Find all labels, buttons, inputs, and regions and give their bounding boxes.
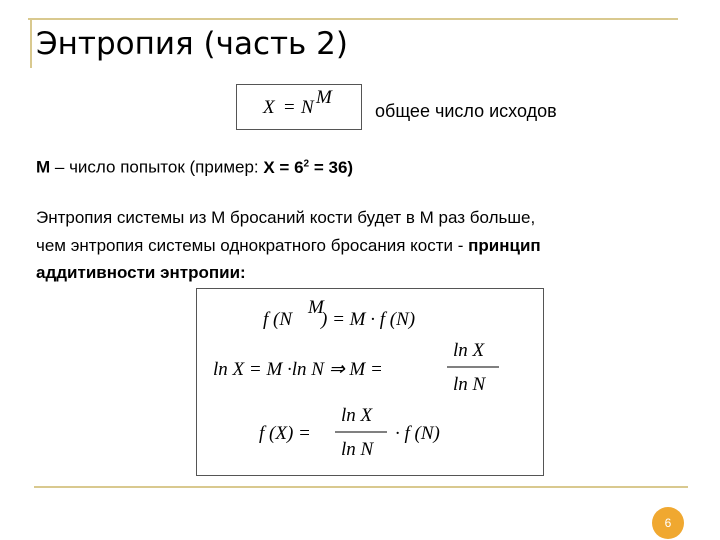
trials-example	[263, 158, 353, 177]
total-outcomes-formula-svg	[237, 85, 361, 129]
additivity-principle-part1: принцип	[468, 236, 541, 255]
left-rule	[30, 18, 32, 68]
row1-lhs: f (N	[263, 309, 293, 330]
row2-numerator: ln X	[453, 340, 485, 361]
slide-title: Энтропия (часть 2)	[36, 26, 348, 62]
row3-numerator: ln X	[341, 405, 373, 426]
row2-lhs: ln X = M ·ln N ⇒ M =	[213, 359, 383, 380]
trials-example-exponent: 2	[303, 158, 310, 169]
total-outcomes-label: общее число исходов	[375, 101, 557, 121]
formula-n: N	[301, 97, 314, 118]
formula-eq: =	[284, 97, 295, 118]
trials-example-result: = 36)	[309, 157, 354, 177]
formula-row-2	[213, 340, 499, 395]
formula-x: X	[263, 97, 275, 118]
trials-description: – число попыток (пример:	[50, 157, 264, 177]
formula-m-exponent: M	[316, 87, 332, 108]
trials-symbol: M	[36, 157, 51, 177]
additivity-formula-box	[196, 288, 544, 476]
top-rule	[28, 18, 678, 20]
formula-row-1	[263, 297, 415, 330]
row1-rhs: ) = M · f (N)	[321, 309, 416, 330]
bottom-rule	[34, 486, 688, 488]
paragraph-line-2	[36, 236, 541, 256]
page-number-badge: 6	[652, 507, 684, 539]
trials-definition	[36, 154, 353, 178]
total-outcomes-formula	[236, 84, 362, 130]
row2-denominator: ln N	[453, 374, 486, 395]
formula-row-3	[259, 405, 440, 460]
row3-tail: · f (N)	[395, 423, 440, 444]
row3-lhs: f (X) =	[259, 423, 311, 444]
row3-denominator: ln N	[341, 439, 374, 460]
additivity-principle-part2: аддитивности энтропии:	[36, 263, 246, 282]
trials-example-base: X = 6	[263, 157, 304, 177]
paragraph-line-2-text: чем энтропия системы однократного бросания кости -	[36, 236, 469, 255]
row1-exponent: M	[308, 297, 324, 318]
paragraph-line-1: Энтропия системы из M бросаний кости будет в M раз больше,	[36, 208, 536, 227]
additivity-formula-svg	[197, 289, 543, 475]
